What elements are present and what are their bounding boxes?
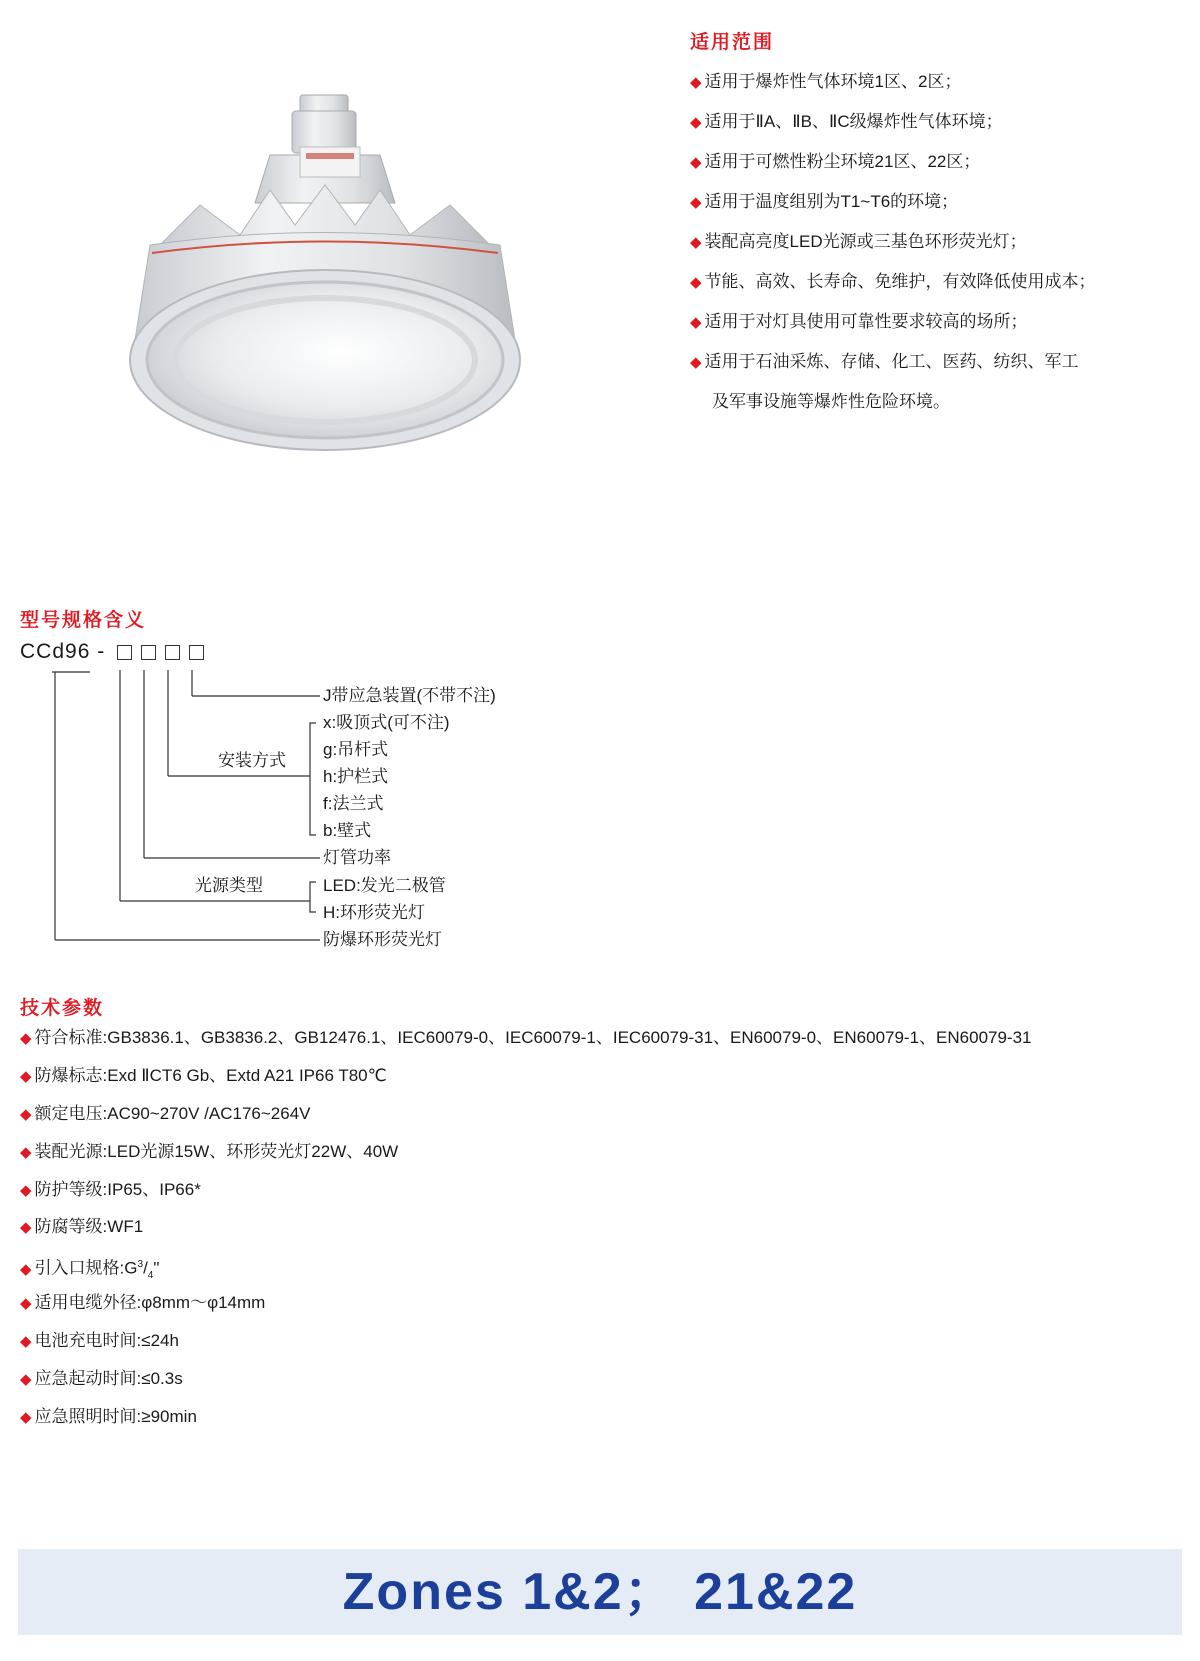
emergency-label: J带应急装置(不带不注) xyxy=(323,686,496,705)
mount-option: x:吸顶式(可不注) xyxy=(323,713,450,732)
code-box-mount xyxy=(165,645,180,660)
source-label: 光源类型 xyxy=(195,876,263,895)
diamond-bullet-icon: ◆ xyxy=(20,1030,32,1047)
list-item: ◆ 节能、高效、长寿命、免维护，有效降低使用成本； xyxy=(690,272,1096,291)
model-code: CCd96 - xyxy=(20,640,106,663)
diamond-bullet-icon: ◆ xyxy=(690,154,702,171)
diamond-bullet-icon: ◆ xyxy=(690,194,702,211)
power-label: 灯管功率 xyxy=(323,848,391,867)
diamond-bullet-icon: ◆ xyxy=(20,1371,32,1389)
list-item: ◆ 防护等级:IP65、IP66* xyxy=(20,1179,201,1199)
model-title: 型号规格含义 xyxy=(20,609,147,631)
mount-option: h:护栏式 xyxy=(323,767,389,786)
list-item: ◆ 电池充电时间:≤24h xyxy=(20,1331,179,1351)
diamond-bullet-icon: ◆ xyxy=(20,1333,32,1351)
code-box-emergency xyxy=(189,645,204,660)
list-item-thread: ◆ 引入口规格$:G^3/_4$" xyxy=(20,1259,160,1282)
scope-list xyxy=(690,72,1096,432)
specs-title: 技术参数 xyxy=(20,997,105,1019)
list-item: ◆ 适用于石油采炼、存储、化工、医药、纺织、军工 xyxy=(690,352,1079,371)
list-item: ◆ 防腐等级:WF1 xyxy=(20,1217,144,1237)
mount-option: b:壁式 xyxy=(323,821,372,840)
list-item: ◆ 符合标准:GB3836.1、GB3836.2、GB12476.1、IEC60079-0、IEC60079-1、IEC60079-31、EN60079-0、EN60079-1、EN60079-31 xyxy=(20,1028,1032,1047)
product-image xyxy=(120,85,560,465)
diamond-bullet-icon: ◆ xyxy=(690,354,702,371)
diamond-bullet-icon: ◆ xyxy=(690,314,702,331)
diamond-bullet-icon: ◆ xyxy=(690,234,702,251)
zones-banner-text: Zones 1&2； 21&22 xyxy=(342,1563,858,1621)
specs-list xyxy=(20,1028,1032,1445)
source-option: H:环形荧光灯 xyxy=(323,903,425,922)
zones-banner xyxy=(18,1549,1182,1635)
diamond-bullet-icon: ◆ xyxy=(20,1105,32,1123)
list-item: ◆ 适用于ⅡA、ⅡB、ⅡC级爆炸性气体环境； xyxy=(690,112,1003,131)
list-item: ◆ 应急起动时间:≤0.3s xyxy=(20,1369,183,1389)
scope-title: 适用范围 xyxy=(690,31,775,53)
diamond-bullet-icon: ◆ xyxy=(20,1067,32,1085)
list-item: ◆ 装配高亮度LED光源或三基色环形荧光灯； xyxy=(690,232,1027,251)
mount-option: f:法兰式 xyxy=(323,794,384,813)
diamond-bullet-icon: ◆ xyxy=(690,114,702,131)
diamond-bullet-icon: ◆ xyxy=(690,274,702,291)
source-option: LED:发光二极管 xyxy=(323,876,446,895)
list-item: ◆ 装配光源:LED光源15W、环形荧光灯22W、40W xyxy=(20,1141,399,1161)
mount-label: 安装方式 xyxy=(218,751,286,770)
diamond-bullet-icon: ◆ xyxy=(20,1181,32,1199)
list-item: ◆ 适用电缆外径:φ8mm～φ14mm xyxy=(20,1293,266,1313)
list-item: ◆ 应急照明时间:≥90min xyxy=(20,1406,197,1426)
mount-option: g:吊杆式 xyxy=(323,740,389,759)
diamond-bullet-icon: ◆ xyxy=(20,1219,32,1237)
list-item-continuation: 及军事设施等爆炸性危险环境。 xyxy=(712,392,950,411)
list-item: ◆ 适用于温度组别为T1~T6的环境； xyxy=(690,192,959,211)
diamond-bullet-icon: ◆ xyxy=(690,74,702,91)
list-item: ◆ 适用于可燃性粉尘环境21区、22区； xyxy=(690,152,981,171)
list-item: ◆ 防爆标志:Exd ⅡCT6 Gb、Extd A21 IP66 T80℃ xyxy=(20,1065,387,1085)
diamond-bullet-icon: ◆ xyxy=(20,1408,32,1426)
diamond-bullet-icon: ◆ xyxy=(20,1261,32,1278)
product-label: 防爆环形荧光灯 xyxy=(323,930,442,949)
diamond-bullet-icon: ◆ xyxy=(20,1295,32,1313)
code-box-source xyxy=(117,645,132,660)
list-item: ◆ 适用于对灯具使用可靠性要求较高的场所； xyxy=(690,312,1028,331)
code-box-power xyxy=(141,645,156,660)
list-item: ◆ 额定电压:AC90~270V /AC176~264V xyxy=(20,1103,311,1123)
list-item: ◆ 适用于爆炸性气体环境1区、2区； xyxy=(690,72,962,91)
diamond-bullet-icon: ◆ xyxy=(20,1143,32,1161)
